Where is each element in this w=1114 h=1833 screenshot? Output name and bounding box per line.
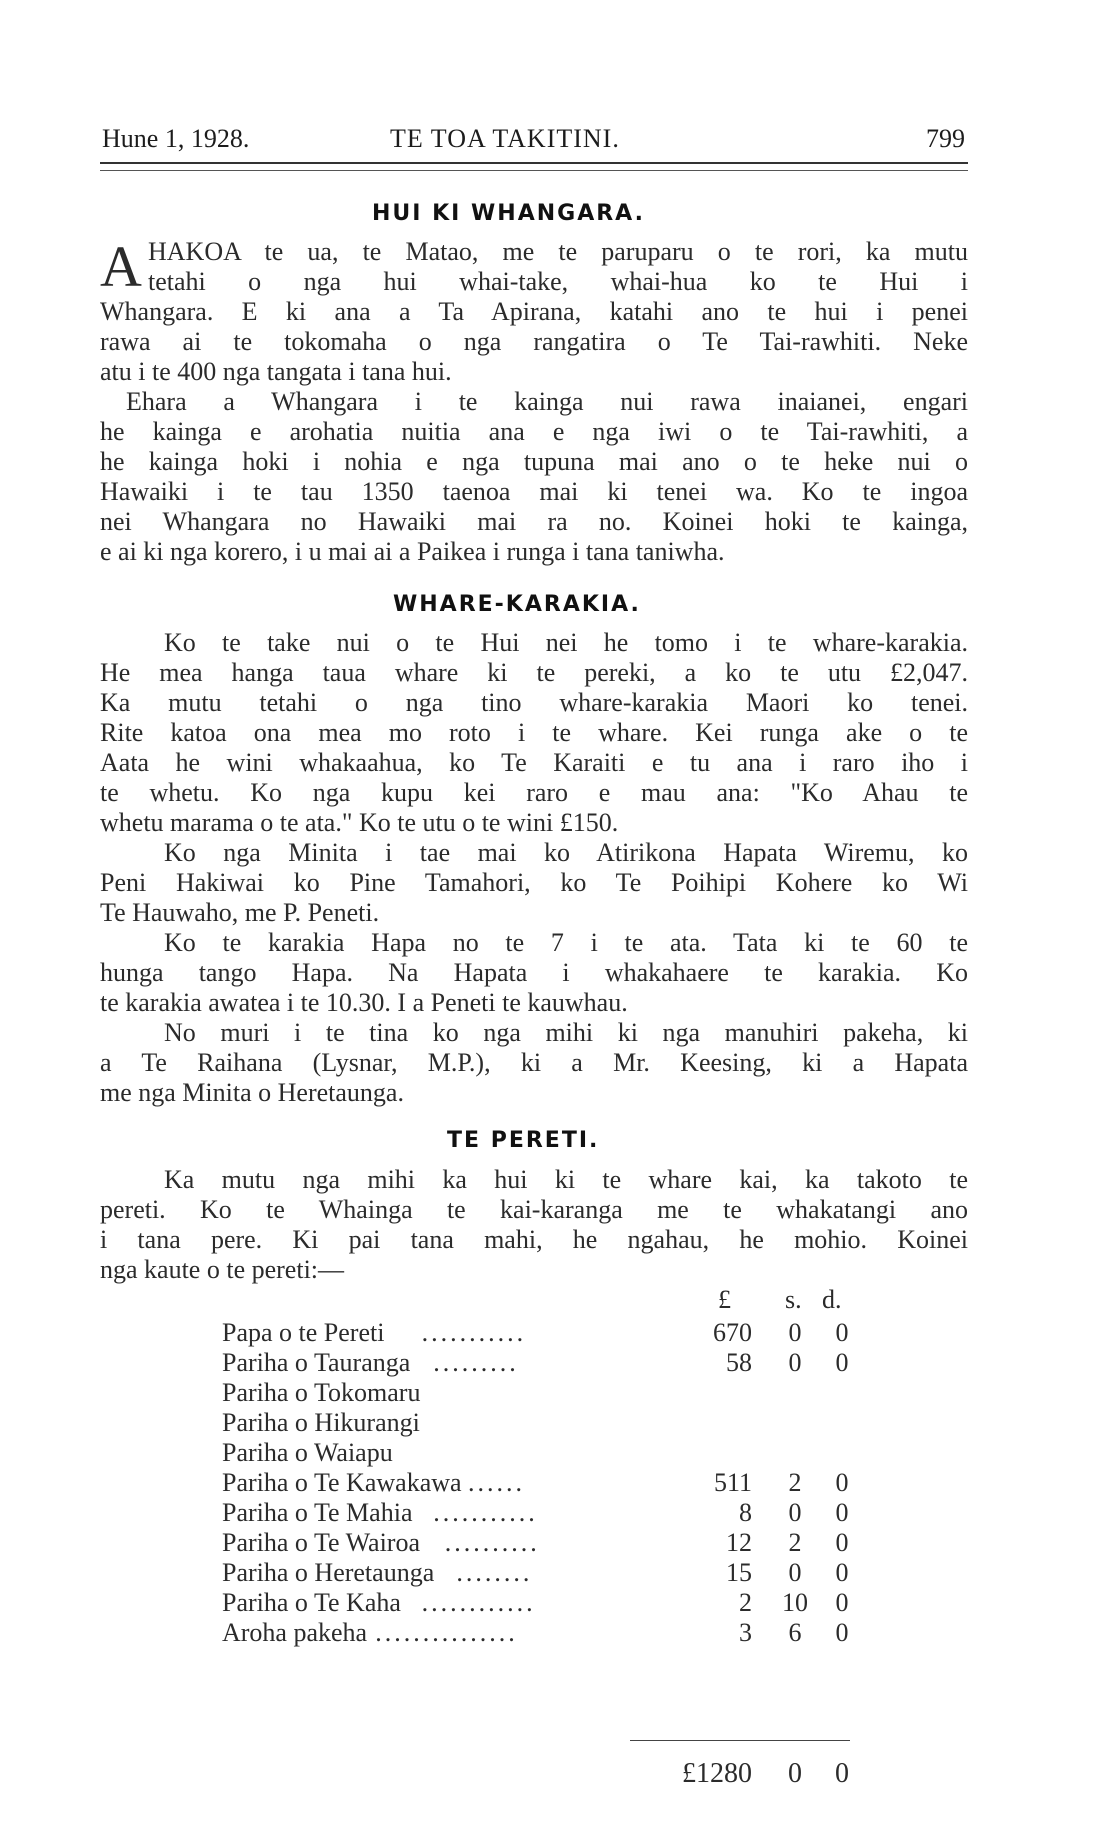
row-label: Pariha o Hikurangi (222, 1408, 420, 1437)
row-label: Pariha o Heretaunga (222, 1558, 435, 1587)
row-label: Pariha o Waiapu (222, 1438, 393, 1467)
body-line: Peni Hakiwai ko Pine Tamahori, ko Te Poihipi Kohere ko Wi (100, 868, 968, 897)
body-line: te whetu. Ko nga kupu kei raro e mau ana: "Ko Ahau te (100, 778, 968, 807)
body-line: Aata he wini whakaahua, ko Te Karaiti e tu ana i raro iho i (100, 748, 968, 777)
table-row (0, 1528, 1114, 1558)
table-row (0, 1498, 1114, 1528)
body-line: Rite katoa ona mea mo roto i te whare. Kei runga ake o te (100, 718, 968, 747)
table-row (0, 1558, 1114, 1588)
row-label: Pariha o Tauranga (222, 1348, 411, 1377)
row-pounds: 2 (739, 1588, 752, 1617)
body-line: te karakia awatea i te 10.30. I a Peneti te kauwhau. (100, 988, 628, 1017)
drop-cap: A (100, 234, 142, 299)
row-shillings: 2 (788, 1468, 802, 1497)
column-shillings: s. (785, 1285, 802, 1314)
row-pounds: 15 (726, 1558, 752, 1587)
body-line: Hawaiki i te tau 1350 taenoa mai ki tenei wa. Ko te ingoa (100, 477, 968, 506)
body-line: Ehara a Whangara i te kainga nui rawa inaianei, engari (126, 387, 968, 416)
table-row (0, 1318, 1114, 1348)
row-leader-dots: .......... (444, 1528, 540, 1557)
row-label: Pariha o Te Wairoa (222, 1528, 421, 1557)
body-line: Ko nga Minita i tae mai ko Atirikona Hapata Wiremu, ko (164, 838, 968, 867)
row-label: Aroha pakeha (222, 1618, 368, 1647)
row-pounds: 3 (739, 1618, 752, 1647)
body-line: pereti. Ko te Whainga te kai-karanga me te whakatangi ano (100, 1195, 968, 1224)
total-pence: 0 (835, 1758, 849, 1789)
section-heading-te-pereti: TE PERETI. (447, 1128, 600, 1153)
body-line: Ka mutu nga mihi ka hui ki te whare kai, ka takoto te (164, 1165, 968, 1194)
body-line: atu i te 400 nga tangata i tana hui. (100, 357, 452, 386)
row-shillings: 10 (782, 1588, 808, 1617)
body-line: a Te Raihana (Lysnar, M.P.), ki a Mr. Keesing, ki a Hapata (100, 1048, 968, 1077)
header-title: TE TOA TAKITINI. (390, 124, 620, 153)
total-rule (630, 1740, 850, 1741)
header-rule-thin (100, 170, 968, 171)
row-label: Pariha o Te Kaha (222, 1588, 401, 1617)
row-pence: 0 (835, 1468, 849, 1497)
row-label: Papa o te Pereti (222, 1318, 385, 1347)
row-shillings: 6 (788, 1618, 802, 1647)
column-pounds: £ (718, 1285, 731, 1314)
row-shillings: 2 (788, 1528, 802, 1557)
table-row (0, 1378, 1114, 1408)
row-pence: 0 (835, 1588, 849, 1617)
body-line: e ai ki nga korero, i u mai ai a Paikea i runga i tana taniwha. (100, 537, 725, 566)
row-shillings: 0 (788, 1558, 802, 1587)
row-pence: 0 (835, 1318, 849, 1347)
total-shillings: 0 (788, 1758, 802, 1789)
body-line: HAKOA te ua, te Matao, me te paruparu o te rori, ka mutu (148, 237, 968, 266)
row-pence: 0 (835, 1558, 849, 1587)
row-label: Pariha o Tokomaru (222, 1378, 421, 1407)
table-header (0, 1285, 1114, 1315)
table-row (0, 1408, 1114, 1438)
table-row (0, 1588, 1114, 1618)
total-row (0, 1758, 1114, 1792)
total-pounds: £1280 (682, 1758, 752, 1789)
row-shillings: 0 (788, 1318, 802, 1347)
page-header (100, 124, 967, 158)
table-row (0, 1438, 1114, 1468)
body-line: Te Hauwaho, me P. Peneti. (100, 898, 380, 927)
row-leader-dots: ........ (456, 1558, 533, 1587)
table-row (0, 1468, 1114, 1498)
body-line: whetu marama o te ata." Ko te utu o te wini £150. (100, 808, 619, 837)
body-line: nga kaute o te pereti:— (100, 1255, 345, 1284)
body-line: He mea hanga taua whare ki te pereki, a ko te utu £2,047. (100, 658, 968, 687)
body-line: tetahi o nga hui whai-take, whai-hua ko te Hui i (148, 267, 968, 296)
section-heading-hui: HUI KI WHANGARA. (372, 201, 645, 226)
body-line: Whangara. E ki ana a Ta Apirana, katahi ano te hui i penei (100, 297, 968, 326)
row-leader-dots: ............ (421, 1588, 536, 1617)
row-pounds: 8 (739, 1498, 752, 1527)
row-pence: 0 (835, 1498, 849, 1527)
row-label: Pariha o Te Kawakawa (222, 1468, 462, 1497)
row-leader-dots: ........... (421, 1318, 527, 1347)
row-shillings: 0 (788, 1348, 802, 1377)
body-line: he kainga e arohatia nuitia ana e nga iwi o te Tai-rawhiti, a (100, 417, 968, 446)
body-line: nei Whangara no Hawaiki mai ra no. Koinei hoki te kainga, (100, 507, 968, 536)
header-page-number: 799 (926, 124, 965, 153)
body-line: rawa ai te tokomaha o nga rangatira o Te Tai-rawhiti. Neke (100, 327, 968, 356)
row-pounds: 58 (726, 1348, 752, 1377)
section-heading-whare-karakia: WHARE-KARAKIA. (393, 592, 641, 617)
body-line: me nga Minita o Heretaunga. (100, 1078, 404, 1107)
body-line: Ko te take nui o te Hui nei he tomo i te whare-karakia. (164, 628, 968, 657)
row-shillings: 0 (788, 1498, 802, 1527)
body-line: Ka mutu tetahi o nga tino whare-karakia Maori ko tenei. (100, 688, 968, 717)
table-row (0, 1348, 1114, 1378)
body-line: No muri i te tina ko nga mihi ki nga manuhiri pakeha, ki (164, 1018, 968, 1047)
row-pounds: 511 (713, 1468, 752, 1497)
row-pounds: 670 (713, 1318, 752, 1347)
header-rule (100, 162, 968, 164)
row-pence: 0 (835, 1528, 849, 1557)
row-leader-dots: ......... (433, 1348, 519, 1377)
row-label: Pariha o Te Mahia (222, 1498, 413, 1527)
header-date: Hune 1, 1928. (102, 124, 250, 153)
row-pence: 0 (835, 1348, 849, 1377)
row-leader-dots: ...... (468, 1468, 525, 1497)
row-leader-dots: ............... (375, 1618, 518, 1647)
body-line: he kainga hoki i nohia e nga tupuna mai ano o te heke nui o (100, 447, 968, 476)
row-pence: 0 (835, 1618, 849, 1647)
row-pounds: 12 (726, 1528, 752, 1557)
row-leader-dots: ........... (433, 1498, 538, 1527)
body-line: hunga tango Hapa. Na Hapata i whakahaere te karakia. Ko (100, 958, 968, 987)
body-line: i tana pere. Ki pai tana mahi, he ngahau, he mohio. Koinei (100, 1225, 968, 1254)
column-pence: d. (822, 1285, 842, 1314)
table-row (0, 1618, 1114, 1648)
body-line: Ko te karakia Hapa no te 7 i te ata. Tata ki te 60 te (164, 928, 968, 957)
